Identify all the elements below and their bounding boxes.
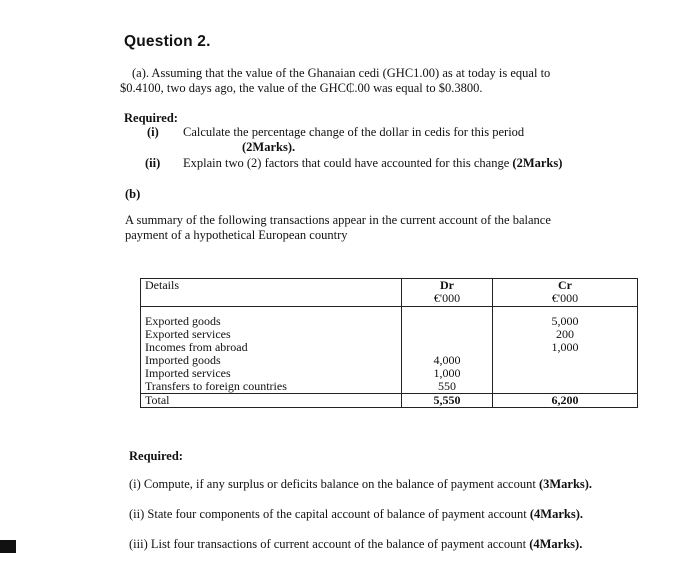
dr-value: 550 xyxy=(438,379,456,393)
cr-header-label: Cr xyxy=(558,278,572,292)
req-a-i-num: (i) xyxy=(147,125,159,139)
part-b-line1: A summary of the following transactions appear in the current account of the balance xyxy=(125,213,551,227)
req-a-ii-text: Explain two (2) factors that could have accounted for this change xyxy=(183,156,510,170)
req-a-ii-line xyxy=(183,156,562,171)
req-a-i-marks: (2Marks). xyxy=(242,140,296,154)
detail-row: Transfers to foreign countries xyxy=(145,379,287,393)
details-list xyxy=(141,307,402,394)
dr-values xyxy=(402,307,493,394)
detail-row: Imported goods xyxy=(145,353,221,367)
transactions-table xyxy=(140,278,638,408)
detail-row: Exported services xyxy=(145,327,231,341)
table-total-row xyxy=(141,394,638,408)
dr-unit-label: €'000 xyxy=(433,291,461,305)
table-header-row xyxy=(141,279,638,307)
req-b-iii-marks: (4Marks). xyxy=(529,537,583,551)
required-a-label: Required: xyxy=(124,111,178,125)
page-edge-mark xyxy=(0,540,16,553)
detail-row: Incomes from abroad xyxy=(145,340,248,354)
req-b-i-marks: (3Marks). xyxy=(538,477,593,491)
cr-unit-label: €'000 xyxy=(551,291,579,305)
req-b-iii xyxy=(129,537,582,552)
cr-values xyxy=(493,307,638,394)
detail-row: Exported goods xyxy=(145,314,221,328)
req-a-ii-num: (ii) xyxy=(145,156,161,170)
details-header-label: Details xyxy=(145,278,179,292)
part-a-line1: (a). Assuming that the value of the Ghanaian cedi (GHC1.00) as at today is equal to xyxy=(132,66,551,80)
part-b-label: (b) xyxy=(125,187,141,201)
cr-value: 5,000 xyxy=(551,314,579,328)
dr-value: 4,000 xyxy=(433,353,461,367)
cr-header xyxy=(493,279,638,307)
req-b-ii xyxy=(129,507,583,522)
req-b-iii-text: (iii) List four transactions of current account of the balance of payment account xyxy=(129,537,527,551)
question-title: Question 2. xyxy=(124,33,211,50)
req-b-ii-text: (ii) State four components of the capital account of balance of payment account xyxy=(129,507,527,521)
cr-value: 200 xyxy=(556,327,574,341)
total-label: Total xyxy=(141,394,402,408)
table-body-row xyxy=(141,307,638,394)
total-dr: 5,550 xyxy=(402,394,493,408)
total-cr: 6,200 xyxy=(493,394,638,408)
req-b-i-text: (i) Compute, if any surplus or deficits balance on the balance of payment account xyxy=(129,477,536,491)
detail-row: Imported services xyxy=(145,366,231,380)
req-a-i-text: Calculate the percentage change of the dollar in cedis for this period xyxy=(183,125,525,139)
req-a-ii-marks: (2Marks) xyxy=(512,156,563,170)
dr-header xyxy=(402,279,493,307)
req-b-i xyxy=(129,477,592,492)
dr-header-label: Dr xyxy=(440,278,454,292)
req-b-ii-marks: (4Marks). xyxy=(529,507,584,521)
required-b-label: Required: xyxy=(129,449,183,463)
dr-value: 1,000 xyxy=(433,366,461,380)
part-b-line2: payment of a hypothetical European country xyxy=(125,228,348,242)
details-header xyxy=(141,279,402,307)
part-a-line2: $0.4100, two days ago, the value of the GHC₵.00 was equal to $0.3800. xyxy=(120,81,483,95)
cr-value: 1,000 xyxy=(551,340,579,354)
